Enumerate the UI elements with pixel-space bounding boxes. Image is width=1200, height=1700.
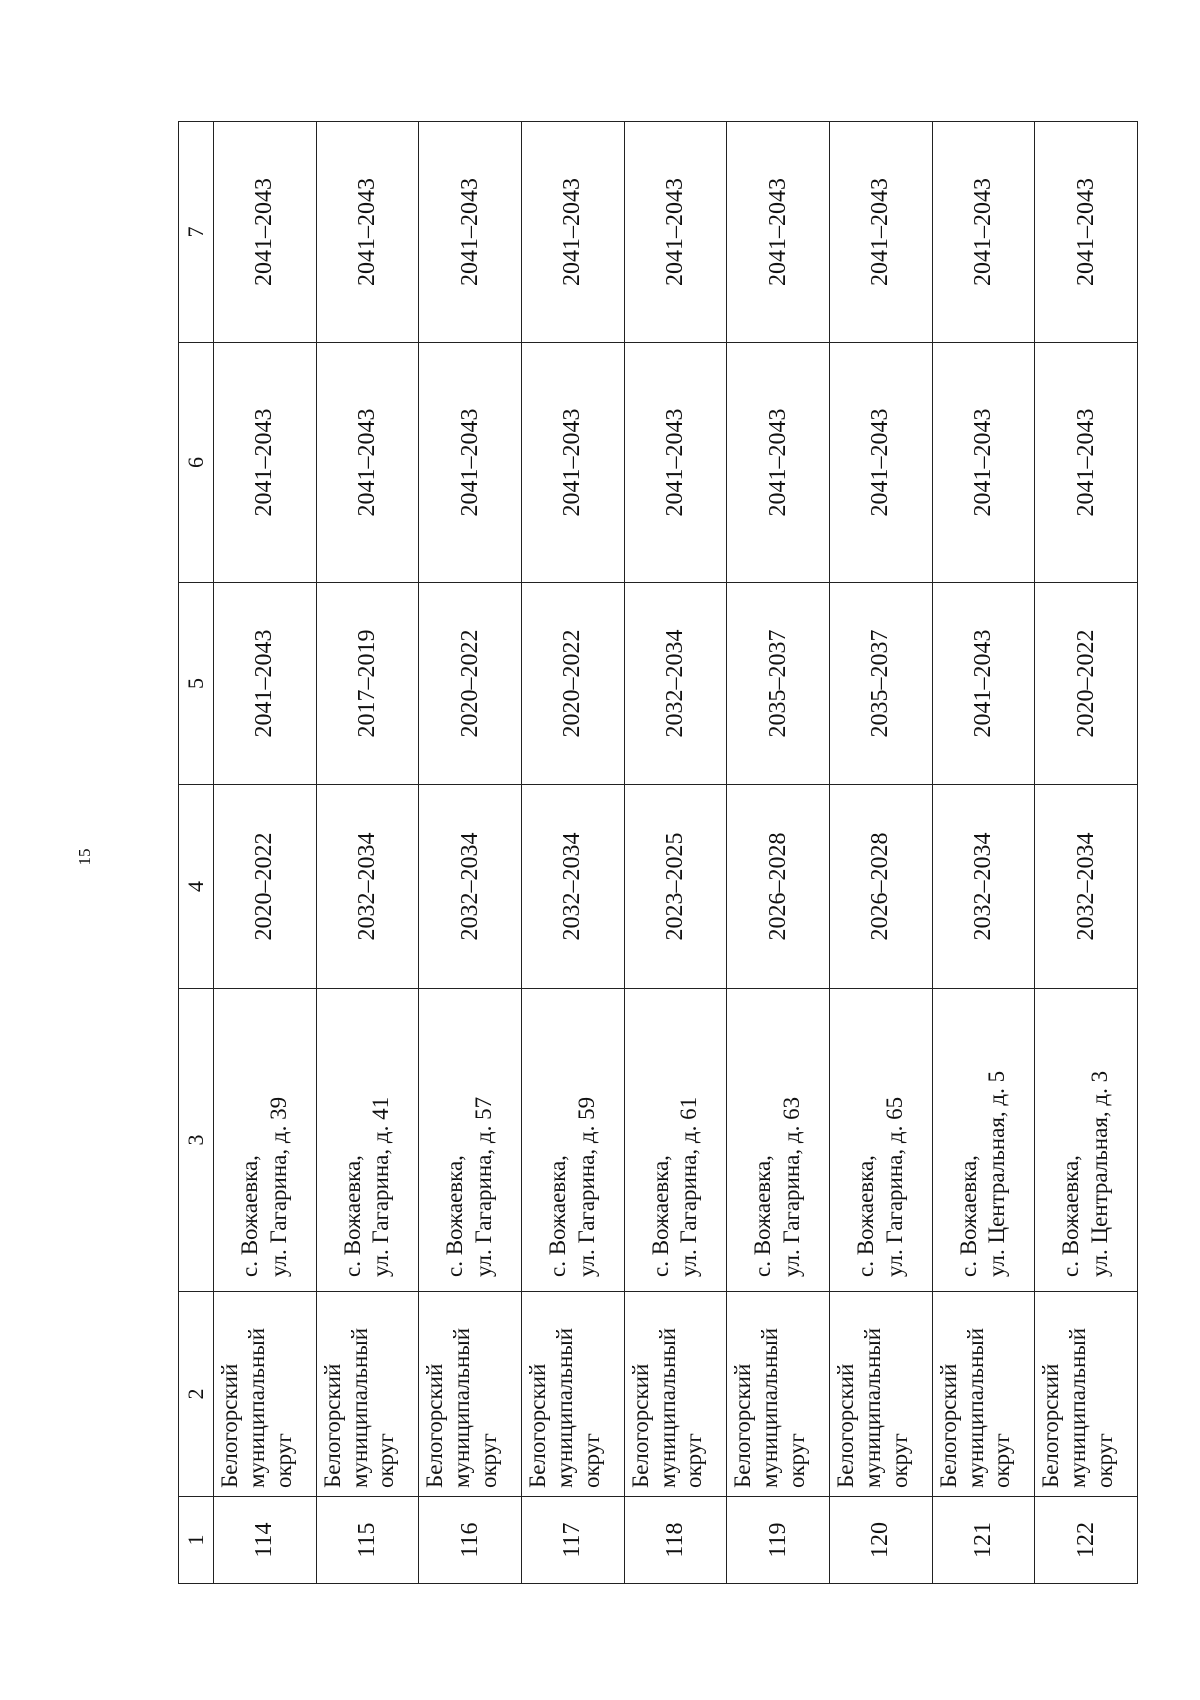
address-line: с. Вожаевка,: [442, 1155, 468, 1277]
row-number-cell: 117: [521, 1497, 624, 1584]
year-range-col7-cell: 2041–2043: [829, 122, 932, 343]
address-cell: [727, 989, 830, 1292]
address-line: с. Вожаевка,: [545, 1155, 571, 1277]
year-range-col6-cell: 2041–2043: [624, 343, 727, 583]
address-cell: [932, 989, 1035, 1292]
district-line: муниципальный: [551, 1327, 577, 1488]
district-line: округ: [270, 1433, 296, 1488]
district-cell: [214, 1292, 317, 1497]
header-cell-6: 6: [179, 343, 214, 583]
table-row: [419, 122, 522, 1584]
address-line: с. Вожаевка,: [853, 1155, 879, 1277]
address-line: ул. Гагарина, д. 63: [779, 1096, 805, 1277]
district-line: округ: [578, 1433, 604, 1488]
table-row: [829, 122, 932, 1584]
table-row: [214, 122, 317, 1584]
year-range-col4-cell: 2032–2034: [316, 785, 419, 989]
schedule-table: [178, 121, 1138, 1584]
district-line: Белогорский: [319, 1363, 345, 1488]
header-cell-2: 2: [179, 1292, 214, 1497]
table-row: [1035, 122, 1138, 1584]
year-range-col7-cell: 2041–2043: [1035, 122, 1138, 343]
address-line: ул. Гагарина, д. 39: [265, 1096, 291, 1277]
district-line: муниципальный: [449, 1327, 475, 1488]
row-number-cell: 122: [1035, 1497, 1138, 1584]
year-range-col4-cell: 2032–2034: [932, 785, 1035, 989]
district-line: муниципальный: [757, 1327, 783, 1488]
table-row: [316, 122, 419, 1584]
address-cell: [316, 989, 419, 1292]
table-container: [178, 122, 1138, 1584]
district-cell: [932, 1292, 1035, 1497]
address-line: ул. Центральная, д. 5: [984, 1070, 1010, 1277]
address-line: ул. Гагарина, д. 59: [573, 1096, 599, 1277]
district-line: Белогорский: [217, 1363, 242, 1488]
year-range-col5-cell: 2032–2034: [624, 583, 727, 785]
year-range-col5-cell: 2020–2022: [419, 583, 522, 785]
district-line: Белогорский: [627, 1363, 653, 1488]
district-cell: [419, 1292, 522, 1497]
year-range-col5-cell: 2041–2043: [214, 583, 317, 785]
year-range-col4-cell: 2020–2022: [214, 785, 317, 989]
table-body: [214, 122, 1138, 1584]
year-range-col4-cell: 2023–2025: [624, 785, 727, 989]
year-range-col7-cell: 2041–2043: [521, 122, 624, 343]
district-line: муниципальный: [859, 1327, 885, 1488]
district-line: округ: [476, 1433, 502, 1488]
year-range-col6-cell: 2041–2043: [419, 343, 522, 583]
district-cell: [521, 1292, 624, 1497]
row-number-cell: 118: [624, 1497, 727, 1584]
district-cell: [829, 1292, 932, 1497]
rotated-table-frame: [178, 122, 1138, 1584]
district-cell: [624, 1292, 727, 1497]
year-range-col5-cell: 2041–2043: [932, 583, 1035, 785]
address-line: ул. Центральная, д. 3: [1087, 1070, 1113, 1277]
district-line: округ: [989, 1433, 1015, 1488]
year-range-col6-cell: 2041–2043: [316, 343, 419, 583]
table-row: [932, 122, 1035, 1584]
year-range-col6-cell: 2041–2043: [932, 343, 1035, 583]
district-line: округ: [886, 1433, 912, 1488]
year-range-col5-cell: 2035–2037: [727, 583, 830, 785]
district-line: Белогорский: [832, 1363, 858, 1488]
year-range-col6-cell: 2041–2043: [214, 343, 317, 583]
year-range-col5-cell: 2035–2037: [829, 583, 932, 785]
year-range-col4-cell: 2032–2034: [1035, 785, 1138, 989]
district-line: муниципальный: [346, 1327, 372, 1488]
address-cell: [829, 989, 932, 1292]
district-line: округ: [784, 1433, 810, 1488]
year-range-col4-cell: 2026–2028: [829, 785, 932, 989]
header-cell-5: 5: [179, 583, 214, 785]
table-header: [179, 122, 214, 1584]
address-line: с. Вожаевка,: [339, 1155, 365, 1277]
year-range-col5-cell: 2020–2022: [1035, 583, 1138, 785]
year-range-col6-cell: 2041–2043: [521, 343, 624, 583]
address-line: с. Вожаевка,: [750, 1155, 776, 1277]
year-range-col7-cell: 2041–2043: [932, 122, 1035, 343]
row-number-cell: 120: [829, 1497, 932, 1584]
district-line: Белогорский: [935, 1363, 961, 1488]
year-range-col5-cell: 2020–2022: [521, 583, 624, 785]
header-cell-1: 1: [179, 1497, 214, 1584]
page-number: 15: [75, 848, 94, 866]
year-range-col4-cell: 2026–2028: [727, 785, 830, 989]
district-line: муниципальный: [654, 1327, 680, 1488]
address-line: ул. Гагарина, д. 61: [676, 1096, 702, 1277]
district-line: муниципальный: [962, 1327, 988, 1488]
district-line: округ: [1092, 1433, 1118, 1488]
address-line: с. Вожаевка,: [237, 1155, 263, 1277]
year-range-col7-cell: 2041–2043: [316, 122, 419, 343]
address-line: ул. Гагарина, д. 41: [368, 1096, 394, 1277]
district-line: округ: [681, 1433, 707, 1488]
district-line: муниципальный: [1065, 1327, 1091, 1488]
address-cell: [624, 989, 727, 1292]
district-cell: [316, 1292, 419, 1497]
address-line: с. Вожаевка,: [1058, 1155, 1084, 1277]
address-cell: [521, 989, 624, 1292]
row-number-cell: 119: [727, 1497, 830, 1584]
table-row: [521, 122, 624, 1584]
header-cell-4: 4: [179, 785, 214, 989]
district-line: Белогорский: [1038, 1363, 1064, 1488]
year-range-col7-cell: 2041–2043: [419, 122, 522, 343]
district-cell: [1035, 1292, 1138, 1497]
year-range-col7-cell: 2041–2043: [214, 122, 317, 343]
year-range-col6-cell: 2041–2043: [1035, 343, 1138, 583]
address-cell: [1035, 989, 1138, 1292]
table-row: [624, 122, 727, 1584]
address-cell: [419, 989, 522, 1292]
year-range-col6-cell: 2041–2043: [727, 343, 830, 583]
district-line: Белогорский: [524, 1363, 550, 1488]
year-range-col4-cell: 2032–2034: [419, 785, 522, 989]
district-line: муниципальный: [243, 1327, 269, 1488]
district-line: Белогорский: [422, 1363, 448, 1488]
district-line: Белогорский: [730, 1363, 756, 1488]
header-cell-7: 7: [179, 122, 214, 343]
row-number-cell: 114: [214, 1497, 317, 1584]
row-number-cell: 116: [419, 1497, 522, 1584]
address-cell: [214, 989, 317, 1292]
table-row: [727, 122, 830, 1584]
district-line: округ: [373, 1433, 399, 1488]
year-range-col6-cell: 2041–2043: [829, 343, 932, 583]
year-range-col4-cell: 2032–2034: [521, 785, 624, 989]
address-line: ул. Гагарина, д. 65: [881, 1096, 907, 1277]
year-range-col5-cell: 2017–2019: [316, 583, 419, 785]
header-cell-3: 3: [179, 989, 214, 1292]
year-range-col7-cell: 2041–2043: [727, 122, 830, 343]
row-number-cell: 115: [316, 1497, 419, 1584]
header-row: [179, 122, 214, 1584]
year-range-col7-cell: 2041–2043: [624, 122, 727, 343]
row-number-cell: 121: [932, 1497, 1035, 1584]
address-line: ул. Гагарина, д. 57: [471, 1096, 497, 1277]
district-cell: [727, 1292, 830, 1497]
address-line: с. Вожаевка,: [955, 1155, 981, 1277]
address-line: с. Вожаевка,: [647, 1155, 673, 1277]
